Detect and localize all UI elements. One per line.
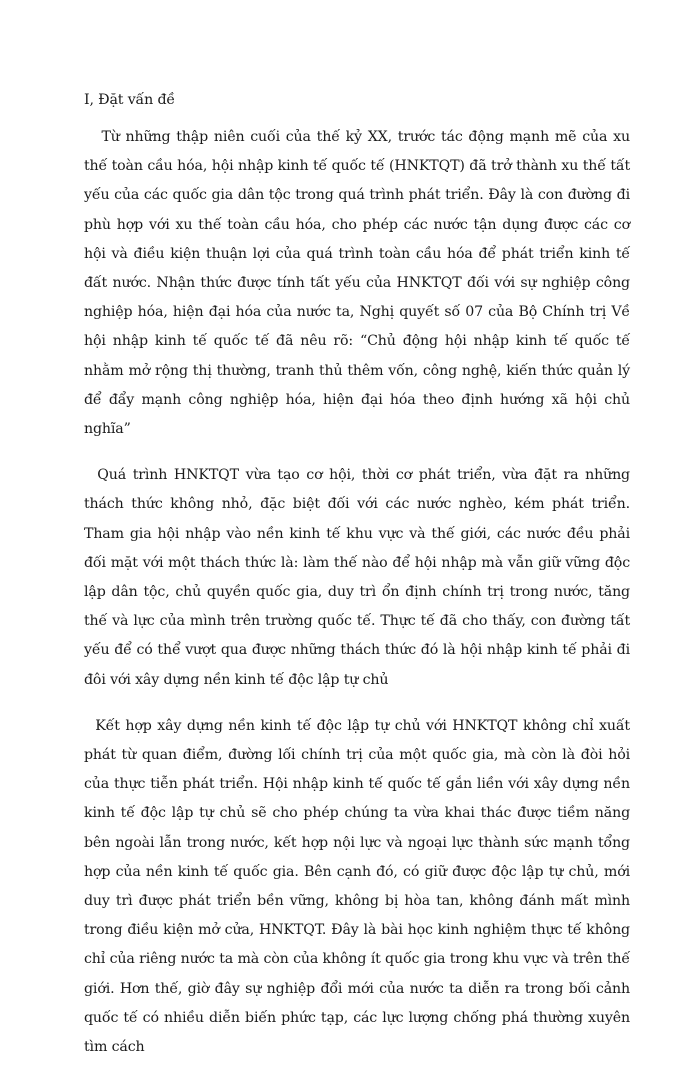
section-heading: I, Đặt vấn đề xyxy=(84,92,175,108)
paragraph-1: Từ những thập niên cuối của thế kỷ XX, trước tác động mạnh mẽ của xu thế toàn cầu hóa, hội nhập kinh tế quốc tế (HNKTQT) đã trở thành xu thế tất yếu của các quốc gia dân tộc trong quá trình phát triển. Đây là con đường đi phù hợp với xu thế toàn cầu hóa, cho phép các nước tận dụng được các cơ hội và điều kiện thuận lợi của quá trình toàn cầu hóa để phát triển kinh tế đất nước. Nhận thức được tính tất yếu của HNKTQT đối với sự nghiệp công nghiệp hóa, hiện đại hóa của nước ta, Nghị quyết số 07 của Bộ Chính trị Về hội nhập kinh tế quốc tế đã nêu rõ: “Chủ động hội nhập kinh tế quốc tế nhằm mở rộng thị thường, tranh thủ thêm vốn, công nghệ, kiến thức quản lý để đẩy mạnh công nghiệp hóa, hiện đại hóa theo định hướng xã hội chủ nghĩa” xyxy=(84,129,635,438)
document-body xyxy=(84,86,635,1079)
paragraph-3: Kết hợp xây dựng nền kinh tế độc lập tự chủ với HNKTQT không chỉ xuất phát từ quan điểm, đường lối chính trị của một quốc gia, mà còn là đòi hỏi của thực tiễn phát triển. Hội nhập kinh tế quốc tế gắn liền với xây dựng nền kinh tế độc lập tự chủ sẽ cho phép chúng ta vừa khai thác được tiềm năng bên ngoài lẫn trong nước, kết hợp nội lực và ngoại lực thành sức mạnh tổng hợp của nền kinh tế quốc gia. Bên cạnh đó, có giữ được độc lập tự chủ, mới duy trì được phát triển bền vững, không bị hòa tan, không đánh mất mình trong điều kiện mở cửa, HNKTQT. Đây là bài học kinh nghiệm thực tế không chỉ của riêng nước ta mà còn của không ít quốc gia trong khu vực và trên thế giới. Hơn thế, giờ đây sự nghiệp đổi mới của nước ta diễn ra trong bối cảnh quốc tế có nhiều diễn biến phức tạp, các lực lượng chống phá thường xuyên tìm cách xyxy=(84,717,635,1056)
paragraph-2: Quá trình HNKTQT vừa tạo cơ hội, thời cơ phát triển, vừa đặt ra những thách thức không nhỏ, đặc biệt đối với các nước nghèo, kém phát triển. Tham gia hội nhập vào nền kinh tế khu vực và thế giới, các nước đều phải đối mặt với một thách thức là: làm thế nào để hội nhập mà vẫn giữ vững độc lập dân tộc, chủ quyền quốc gia, duy trì ổn định chính trị trong nước, tăng thế và lực của mình trên trường quốc tế. Thực tế đã cho thấy, con đường tất yếu để có thể vượt qua được những thách thức đó là hội nhập kinh tế phải đi đôi với xây dựng nền kinh tế độc lập tự chủ xyxy=(84,467,635,688)
